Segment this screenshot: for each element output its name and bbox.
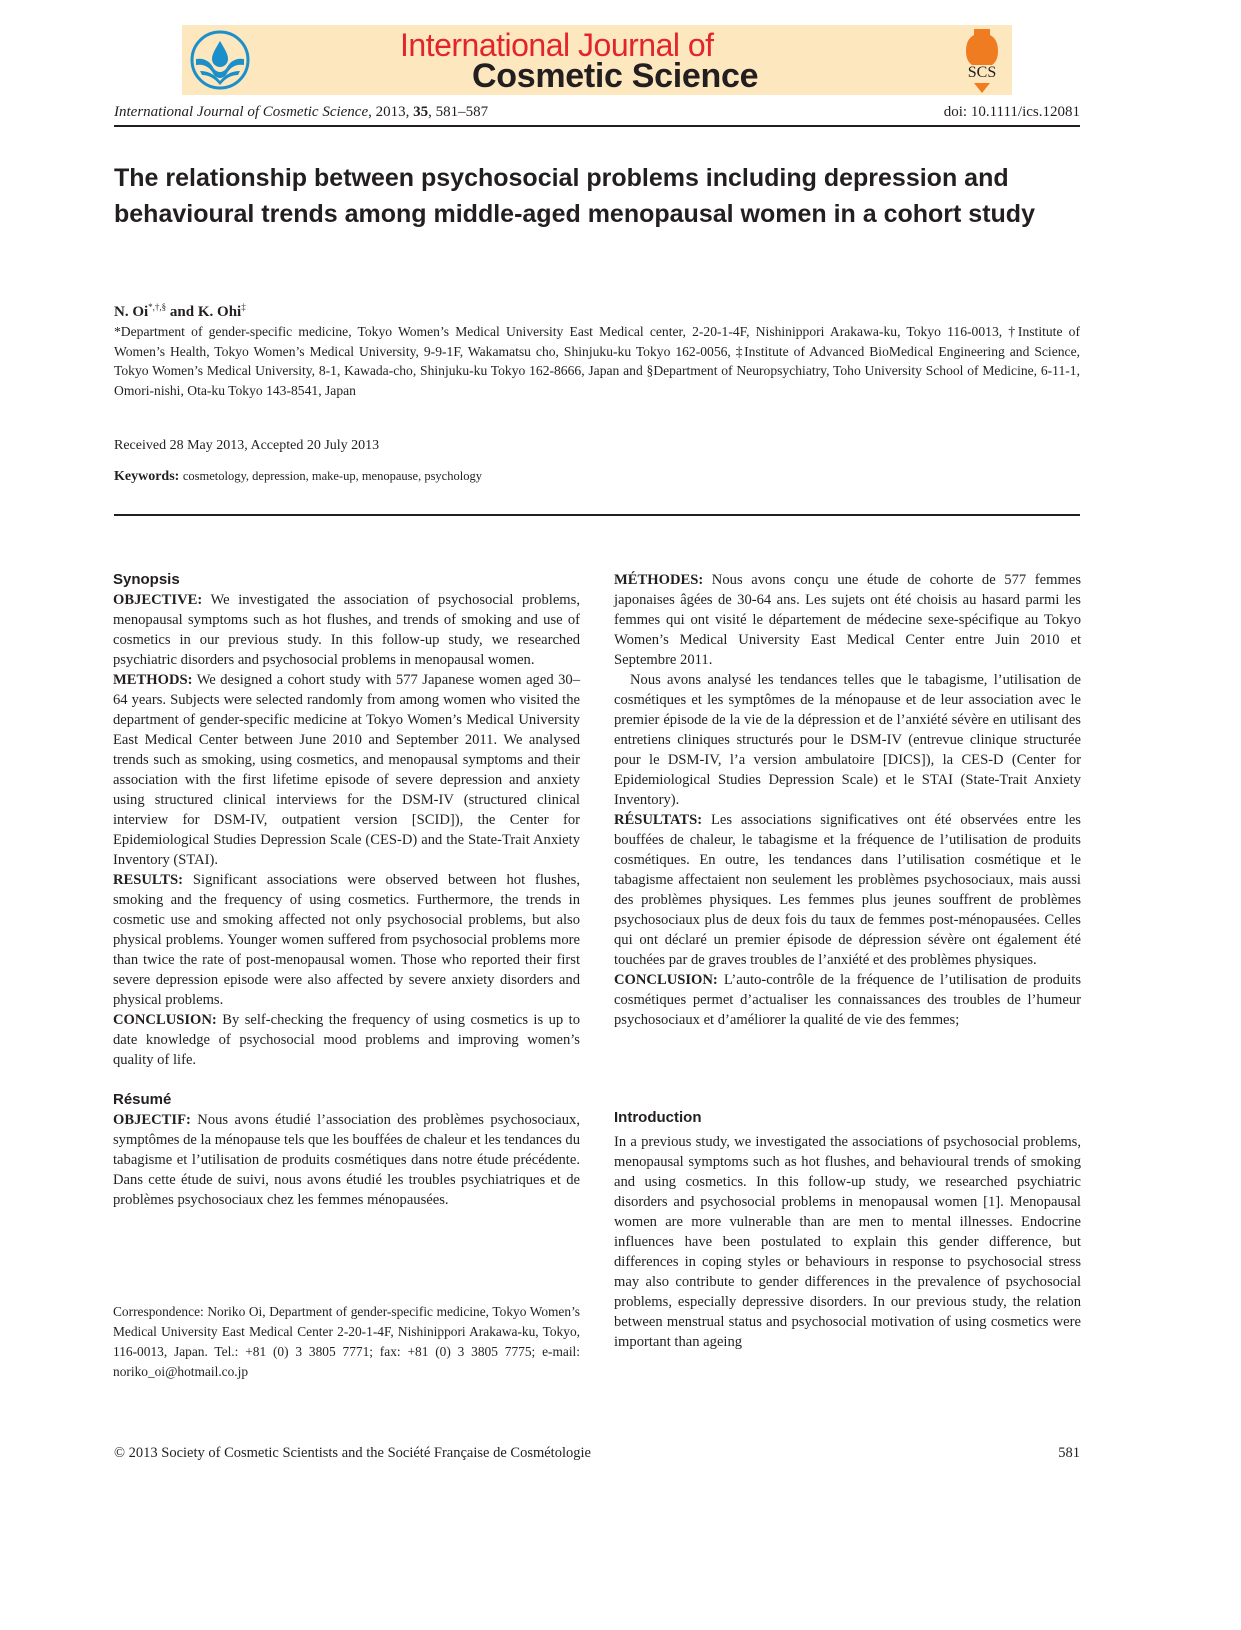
introduction-section (614, 1108, 1081, 1352)
page-footer (114, 1445, 1080, 1462)
doi[interactable]: doi: 10.1111/ics.12081 (943, 104, 1080, 120)
article-title: The relationship between psychosocial problems including depression and behavioural trends among middle-aged menopausal women in a cohort study (114, 164, 1035, 228)
resume-heading: Résumé (113, 1091, 172, 1108)
scs-logo-icon (962, 27, 1002, 93)
svg-text:SCS: SCS (967, 64, 997, 81)
synopsis-objective: OBJECTIVE: We investigated the association of psychosocial problems, menopausal symptoms such as hot flushes, and trends of smoking and use of cosmetics in our previous study. In this follow-up study, we researched psychiatric disorders and psychosocial problems in menopausal women. (113, 592, 580, 668)
received-accepted-dates: Received 28 May 2013, Accepted 20 July 2013 (114, 438, 380, 453)
resume-methodes: MÉTHODES: Nous avons conçu une étude de cohorte de 577 femmes japonaises âgées de 30-64 ans. Les sujets ont été choisis au hasard parmi les femmes qui ont visité le département de médecine sexe-spécifique au Tokyo Women’s Medical University East Medical Center entre Juin 2010 et Septembre 2011. (614, 572, 1081, 668)
journal-name-line1: International Journal of (400, 27, 714, 63)
correspondence: Correspondence: Noriko Oi, Department of gender-specific medicine, Tokyo Women’s Medical University East Medical Center 2-20-1-4F, Nishinippori Arakawa-ku, Tokyo, 116-0013, Japan. Tel.: +81 (0) 3 3805 7771; fax: +81 (0) 3 3805 7775; e-mail: noriko_oi@hotmail.co.jp (113, 1304, 580, 1379)
resume-methodes-cont: Nous avons analysé les tendances telles que le tabagisme, l’utilisation de cosmétiques et les symptômes de la ménopause et de leur association avec le premier épisode de la vie de la dépression et de l’anxiété sévère en utilisant des entretiens cliniques structurés pour le DSM-IV (entrevue clinique structurée pour le DSM-IV, l’a version ambulatoire [DICS]), la CES-D (Center for Epidemiological Studies Depression Scale) et le STAI (State-Trait Anxiety Inventory). (614, 672, 1081, 808)
journal-banner (182, 25, 1012, 95)
right-column (614, 570, 1081, 1030)
synopsis-heading: Synopsis (113, 571, 180, 588)
journal-name-line2: Cosmetic Science (472, 57, 759, 95)
divider (114, 514, 1080, 516)
copyright: © 2013 Society of Cosmetic Scientists and the Société Française de Cosmétologie (114, 1445, 591, 1461)
keywords: Keywords: cosmetology, depression, make-up, menopause, psychology (114, 469, 482, 484)
synopsis-methods: METHODS: We designed a cohort study with 577 Japanese women aged 30–64 years. Subjects were selected randomly from among women who visited the department of gender-specific medicine at Tokyo Women’s Medical University East Medical Center between June 2010 and September 2011. We analysed trends such as smoking, using cosmetics, and menopausal symptoms and their association with the first lifetime episode of severe depression and anxiety using structured clinical interviews for the DSM-IV (structured clinical interview for DSM-IV, outpatient version [SCID]), the Center for Epidemiological Studies Depression Scale (CES-D) and the State-Trait Anxiety Inventory (STAI). (113, 672, 580, 868)
synopsis-conclusion: CONCLUSION: By self-checking the frequency of using cosmetics is up to date knowledge of psychosocial mood problems and improving women’s quality of life. (113, 1012, 580, 1068)
resume-resultats: RÉSULTATS: Les associations significatives ont été observées entre les bouffées de chaleur, le tabagisme et la fréquence de l’utilisation de produits cosmétiques. En outre, les tendances dans l’utilisation cosmétique et le tabagisme affectaient non seulement les problèmes psychosociaux, mais aussi des problèmes physiques. Les femmes plus jeunes souffrent de problèmes psychosociaux plus de deux fois du taux de femmes post-ménopausées. Celles qui ont déclaré un premier épisode de dépression sévère ont également été touchées par de graves troubles de l’anxiété et des problèmes physiques. (614, 812, 1081, 968)
resume-conclusion: CONCLUSION: L’auto-contrôle de la fréquence de l’utilisation de produits cosmétiques permet d’actualiser les connaissances des troubles de l’humeur psychosociaux et d’améliorer la qualité de vie des femmes; (614, 972, 1081, 1028)
resume-objectif: OBJECTIF: Nous avons étudié l’association des problèmes psychosociaux, symptômes de la ménopause tels que les bouffées de chaleur et les tendances du tabagisme et l’utilisation de produits cosmétiques dans notre étude précédente. Dans cette étude de suivi, nous avons étudié les troubles psychiatriques et de problèmes psychosociaux chez les femmes ménopausées. (113, 1112, 580, 1208)
synopsis-results: RESULTS: Significant associations were observed between hot flushes, smoking and the frequency of using cosmetics. Furthermore, the trends in cosmetic use and smoking affected not only psychosocial problems, but also physical problems. Younger women suffered from psychosocial problems more than twice the rate of post-menopausal women. Those who reported their first severe depression episode were also affected by severe anxiety disorders and physical problems. (113, 872, 580, 1008)
introduction-heading: Introduction (614, 1109, 702, 1126)
left-column (113, 570, 580, 1210)
page-number: 581 (1058, 1445, 1080, 1461)
divider (114, 125, 1080, 127)
running-head (114, 104, 1080, 121)
introduction-text: In a previous study, we investigated the associations of psychosocial problems, menopausal symptoms such as hot flushes, and behavioural trends of smoking and using cosmetics. In this follow-up study, we researched psychiatric disorders and psychosocial problems in menopausal women [1]. Menopausal women are more vulnerable than are men to mental illnesses. Endocrine influences have been postulated to explain this gender difference, but differences in coping styles or behaviours in response to psychosocial stress may also contribute to gender differences in the prevalence of psychosocial problems, especially depressive disorders. In our previous study, the relation between menstrual status and psychosocial motivation of using cosmetics were important than ageing (614, 1134, 1081, 1350)
affiliations: *Department of gender-specific medicine, Tokyo Women’s Medical University East Medical center, 2-20-1-4F, Nishinippori Arakawa-ku, Tokyo 116-0013, †Institute of Women’s Health, Tokyo Women’s Medical University, 9-9-1F, Wakamatsu cho, Shinjuku-ku Tokyo 162-0056, ‡Institute of Advanced BioMedical Engineering and Science, Tokyo Women’s Medical University, 8-1, Kawada-cho, Shinjuku-ku Tokyo 162-8666, Japan and §Department of Neuropsychiatry, Toho University School of Medicine, 6-11-1, Omori-nishi, Ota-ku Tokyo 143-8541, Japan (114, 324, 1080, 398)
journal-logo-icon (190, 29, 250, 91)
citation: International Journal of Cosmetic Science, 2013, 35, 581–587 (114, 104, 489, 120)
authors: N. Oi*,†,§ and K. Ohi‡ (114, 302, 246, 320)
